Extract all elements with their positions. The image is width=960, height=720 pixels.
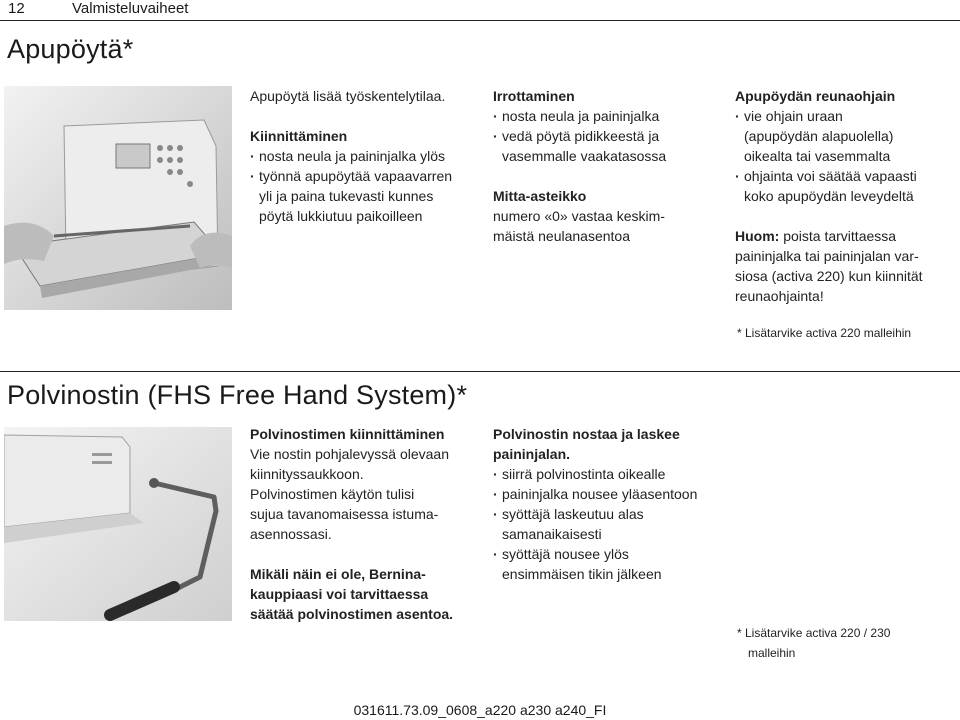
list-item-continuation: ensimmäisen tikin jälkeen <box>502 566 662 582</box>
extension-table-column-3 <box>735 86 957 306</box>
subheading: Polvinostimen kiinnittäminen <box>250 426 445 442</box>
note-line: paininjalka tai paininjalan var- <box>735 248 919 264</box>
subheading: kauppiaasi voi tarvittaessa <box>250 586 429 602</box>
section-divider <box>0 371 960 372</box>
header-rule <box>0 20 960 21</box>
list-item-continuation: samanaikaisesti <box>502 526 602 542</box>
note-line <box>735 226 957 246</box>
list-item: · syöttäjä laskeutuu alas <box>493 504 733 524</box>
list-item: · vie ohjain uraan <box>735 106 957 126</box>
subheading: Irrottaminen <box>493 88 575 104</box>
subheading: Polvinostin nostaa ja laskee <box>493 426 680 442</box>
extension-table-column-1 <box>250 86 475 226</box>
list-item: · nosta neula ja paininjalka <box>493 106 723 126</box>
note-line: siosa (activa 220) kun kiinnität <box>735 268 923 284</box>
text-line: kiinnityssaukkoon. <box>250 466 364 482</box>
note-line: reunaohjainta! <box>735 288 824 304</box>
text-line: Vie nostin pohjalevyssä olevaan <box>250 446 449 462</box>
footnote-line: * Lisätarvike activa 220 / 230 <box>737 626 891 640</box>
section-title-knee-lifter: Polvinostin (FHS Free Hand System)* <box>7 380 468 410</box>
footnote-accessory-1: * Lisätarvike activa 220 malleihin <box>737 326 912 340</box>
document-code: 031611.73.09_0608_a220 a230 a240_FI <box>353 702 607 718</box>
section-title-apupoyta: Apupöytä* <box>7 34 134 64</box>
list-item-continuation: vasemmalle vaakatasossa <box>502 148 667 164</box>
subheading: Kiinnittäminen <box>250 128 348 144</box>
list-item: · paininjalka nousee yläasentoon <box>493 484 733 504</box>
subheading: Mitta-asteikko <box>493 188 587 204</box>
subheading: säätää polvinostimen asentoa. <box>250 606 454 622</box>
photo-extension-table <box>4 86 232 310</box>
text-line: Apupöytä lisää työskentelytilaa. <box>250 88 446 104</box>
footnote-line: malleihin <box>748 646 796 660</box>
subheading: Mikäli näin ei ole, Bernina- <box>250 566 426 582</box>
edge-guide-heading: Apupöydän reunaohjain <box>735 88 896 104</box>
list-item: · syöttäjä nousee ylös <box>493 544 733 564</box>
list-item: · nosta neula ja paininjalka ylös <box>250 146 475 166</box>
footnote-accessory-2 <box>737 623 890 663</box>
list-item: · työnnä apupöytää vapaavarren <box>250 166 475 186</box>
text-line: numero «0» vastaa keskim- <box>493 208 665 224</box>
list-item: · ohjainta voi säätää vapaasti <box>735 166 957 186</box>
running-header: Valmisteluvaiheet <box>72 0 189 17</box>
photo-knee-lifter <box>4 427 232 621</box>
list-item-continuation: pöytä lukkiutuu paikoilleen <box>259 208 423 224</box>
text-line: Polvinostimen käytön tulisi <box>250 486 415 502</box>
list-item-continuation: (apupöydän alapuolella) <box>744 128 894 144</box>
list-item: · vedä pöytä pidikkeestä ja <box>493 126 723 146</box>
extension-table-column-2 <box>493 86 723 246</box>
note-text: poista tarvittaessa <box>779 228 897 244</box>
subheading: paininjalan. <box>493 446 571 462</box>
knee-lifter-column-1 <box>250 424 480 624</box>
spacer <box>493 166 723 186</box>
list-item-continuation: koko apupöydän leveydeltä <box>744 188 914 204</box>
page-number: 12 <box>8 0 25 17</box>
text-line: mäistä neulanasentoa <box>493 228 630 244</box>
list-item-continuation: yli ja paina tukevasti kunnes <box>259 188 434 204</box>
note-label: Huom: <box>735 228 780 244</box>
spacer <box>250 106 475 126</box>
list-item: · siirrä polvinostinta oikealle <box>493 464 733 484</box>
spacer <box>250 544 480 564</box>
text-line: asennossasi. <box>250 526 332 542</box>
knee-lifter-column-2 <box>493 424 733 584</box>
text-line: sujua tavanomaisessa istuma- <box>250 506 439 522</box>
list-item-continuation: oikealta tai vasemmalta <box>744 148 891 164</box>
